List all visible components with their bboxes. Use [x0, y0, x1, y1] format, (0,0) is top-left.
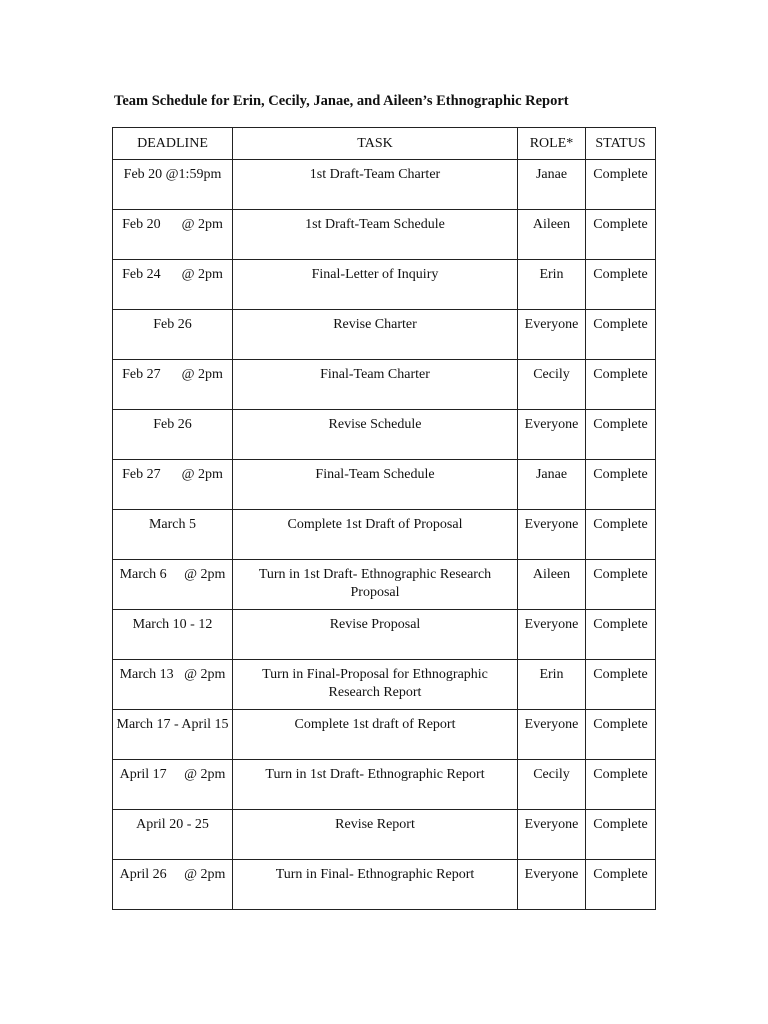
table-row — [113, 560, 656, 610]
table-row — [113, 410, 656, 460]
cell-task: Revise Charter — [233, 310, 518, 360]
cell-task: Revise Proposal — [233, 610, 518, 660]
deadline-text: March 5 — [148, 517, 197, 532]
cell-role: Everyone — [518, 410, 586, 460]
table-row — [113, 760, 656, 810]
table-row — [113, 310, 656, 360]
table-row — [113, 160, 656, 210]
header-task: TASK — [233, 128, 518, 160]
cell-deadline — [113, 610, 233, 660]
deadline-text: Feb 20 @1:59pm — [123, 167, 222, 182]
cell-task: Complete 1st Draft of Proposal — [233, 510, 518, 560]
cell-status: Complete — [586, 160, 656, 210]
deadline-text: Feb 24 @ 2pm — [122, 267, 223, 282]
page-title: Team Schedule for Erin, Cecily, Janae, and Aileen’s Ethnographic Report — [114, 93, 569, 109]
table-row — [113, 360, 656, 410]
cell-task: Complete 1st draft of Report — [233, 710, 518, 760]
cell-deadline — [113, 410, 233, 460]
cell-task: Turn in Final- Ethnographic Report — [233, 860, 518, 910]
cell-task: 1st Draft-Team Charter — [233, 160, 518, 210]
cell-status: Complete — [586, 760, 656, 810]
cell-status: Complete — [586, 260, 656, 310]
cell-deadline — [113, 560, 233, 610]
deadline-text: Feb 20 @ 2pm — [122, 217, 223, 232]
cell-status: Complete — [586, 210, 656, 260]
cell-deadline — [113, 160, 233, 210]
table-header — [113, 128, 656, 160]
deadline-text: March 13 @ 2pm — [119, 667, 226, 682]
cell-task: Turn in Final-Proposal for Ethnographic Research Report — [233, 660, 518, 710]
cell-role: Erin — [518, 260, 586, 310]
deadline-text: March 6 @ 2pm — [119, 567, 226, 582]
table-row — [113, 510, 656, 560]
cell-deadline — [113, 710, 233, 760]
cell-status: Complete — [586, 810, 656, 860]
cell-task: Final-Team Charter — [233, 360, 518, 410]
cell-status: Complete — [586, 660, 656, 710]
header-deadline: DEADLINE — [113, 128, 233, 160]
cell-task: Final-Team Schedule — [233, 460, 518, 510]
cell-role: Cecily — [518, 760, 586, 810]
cell-deadline — [113, 310, 233, 360]
table-row — [113, 810, 656, 860]
table-row — [113, 710, 656, 760]
cell-task: Turn in 1st Draft- Ethnographic Research Proposal — [233, 560, 518, 610]
cell-deadline — [113, 210, 233, 260]
table-row — [113, 460, 656, 510]
deadline-text: Feb 26 — [153, 317, 192, 332]
deadline-text: Feb 27 @ 2pm — [122, 367, 223, 382]
cell-task: Final-Letter of Inquiry — [233, 260, 518, 310]
cell-deadline — [113, 360, 233, 410]
header-status: STATUS — [586, 128, 656, 160]
schedule-table — [112, 127, 656, 910]
cell-status: Complete — [586, 510, 656, 560]
cell-role: Erin — [518, 660, 586, 710]
deadline-text: April 20 - 25 — [136, 817, 209, 832]
table-row — [113, 210, 656, 260]
cell-deadline — [113, 510, 233, 560]
cell-task: 1st Draft-Team Schedule — [233, 210, 518, 260]
cell-status: Complete — [586, 360, 656, 410]
cell-task: Revise Report — [233, 810, 518, 860]
cell-deadline — [113, 460, 233, 510]
cell-role: Everyone — [518, 810, 586, 860]
cell-role: Everyone — [518, 860, 586, 910]
table-row — [113, 610, 656, 660]
cell-deadline — [113, 660, 233, 710]
deadline-text: April 26 @ 2pm — [119, 867, 226, 882]
cell-role: Aileen — [518, 210, 586, 260]
table-body — [113, 160, 656, 910]
cell-status: Complete — [586, 560, 656, 610]
deadline-text: April 17 @ 2pm — [119, 767, 226, 782]
cell-role: Janae — [518, 160, 586, 210]
cell-status: Complete — [586, 410, 656, 460]
header-role: ROLE* — [518, 128, 586, 160]
table-row — [113, 860, 656, 910]
cell-deadline — [113, 860, 233, 910]
cell-status: Complete — [586, 610, 656, 660]
deadline-text: March 10 - 12 — [132, 617, 213, 632]
cell-deadline — [113, 810, 233, 860]
cell-role: Everyone — [518, 610, 586, 660]
deadline-text: Feb 26 — [153, 417, 192, 432]
cell-status: Complete — [586, 710, 656, 760]
cell-deadline — [113, 260, 233, 310]
cell-task: Turn in 1st Draft- Ethnographic Report — [233, 760, 518, 810]
deadline-text: Feb 27 @ 2pm — [122, 467, 223, 482]
table-row — [113, 660, 656, 710]
cell-role: Everyone — [518, 510, 586, 560]
cell-role: Aileen — [518, 560, 586, 610]
cell-deadline — [113, 760, 233, 810]
cell-status: Complete — [586, 460, 656, 510]
header-row — [113, 128, 656, 160]
cell-task: Revise Schedule — [233, 410, 518, 460]
deadline-text: March 17 - April 15 — [116, 717, 229, 732]
table-row — [113, 260, 656, 310]
cell-status: Complete — [586, 310, 656, 360]
cell-role: Cecily — [518, 360, 586, 410]
cell-role: Everyone — [518, 310, 586, 360]
cell-role: Everyone — [518, 710, 586, 760]
cell-role: Janae — [518, 460, 586, 510]
cell-status: Complete — [586, 860, 656, 910]
